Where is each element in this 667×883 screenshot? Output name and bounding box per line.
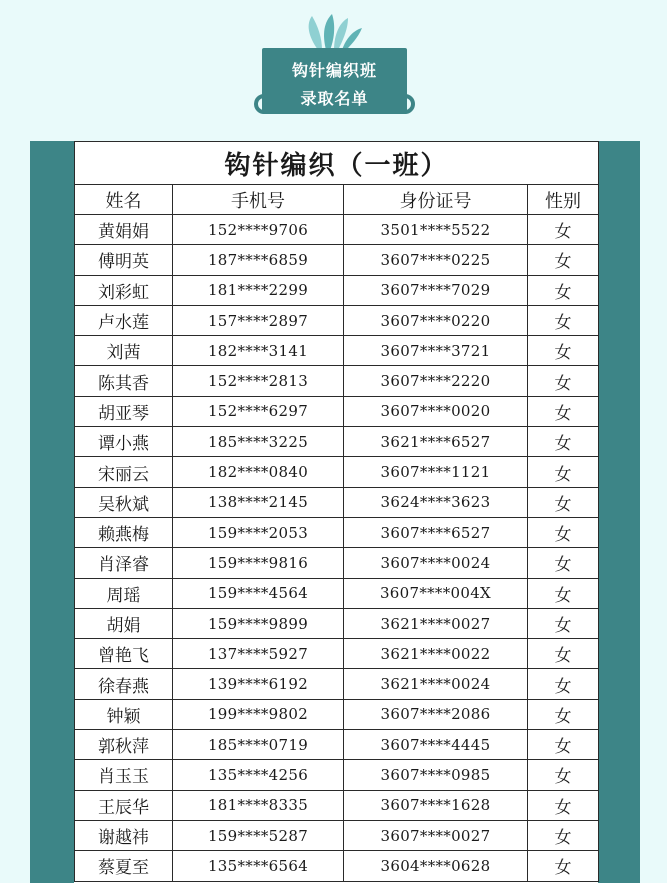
cell-id-number: 3607****0027: [344, 820, 528, 850]
cell-gender: 女: [528, 487, 599, 517]
table-title: 钩针编织（一班）: [75, 142, 599, 185]
cell-phone: 159****5287: [173, 820, 344, 850]
table-row: [75, 215, 599, 245]
badge-title-line2: 录取名单: [300, 89, 369, 108]
cell-phone: 199****9802: [173, 699, 344, 729]
cell-gender: 女: [528, 760, 599, 790]
table-row: [75, 305, 599, 335]
table-row: [75, 427, 599, 457]
cell-name: 肖玉玉: [75, 760, 173, 790]
cell-phone: 152****2813: [173, 366, 344, 396]
cell-id-number: 3607****0024: [344, 548, 528, 578]
cell-gender: 女: [528, 820, 599, 850]
cell-id-number: 3621****0022: [344, 639, 528, 669]
cell-name: 谭小燕: [75, 427, 173, 457]
table-row: [75, 366, 599, 396]
cell-id-number: 3607****0225: [344, 245, 528, 275]
cell-id-number: 3604****0628: [344, 851, 528, 881]
cell-name: 赖燕梅: [75, 517, 173, 547]
table-row: [75, 699, 599, 729]
cell-name: 蔡夏至: [75, 851, 173, 881]
cell-gender: 女: [528, 517, 599, 547]
cell-name: 徐春燕: [75, 669, 173, 699]
cell-gender: 女: [528, 669, 599, 699]
enrollment-table: [74, 141, 599, 882]
cell-name: 陈其香: [75, 366, 173, 396]
table-row: [75, 336, 599, 366]
cell-id-number: 3621****0027: [344, 608, 528, 638]
cell-id-number: 3607****4445: [344, 730, 528, 760]
table-row: [75, 730, 599, 760]
cell-phone: 159****9816: [173, 548, 344, 578]
cell-name: 吴秋斌: [75, 487, 173, 517]
header-badge: [0, 0, 667, 130]
table-row: [75, 517, 599, 547]
table-row: [75, 245, 599, 275]
cell-phone: 152****6297: [173, 396, 344, 426]
table-row: [75, 457, 599, 487]
badge-title-line1: 钩针编织班: [291, 61, 377, 80]
table-row: [75, 639, 599, 669]
cell-name: 傅明英: [75, 245, 173, 275]
cell-id-number: 3607****3721: [344, 336, 528, 366]
cell-gender: 女: [528, 578, 599, 608]
cell-name: 周瑶: [75, 578, 173, 608]
cell-name: 谢越祎: [75, 820, 173, 850]
table-row: [75, 790, 599, 820]
cell-name: 黄娟娟: [75, 215, 173, 245]
cell-phone: 159****9899: [173, 608, 344, 638]
cell-id-number: 3607****1628: [344, 790, 528, 820]
cell-gender: 女: [528, 851, 599, 881]
cell-name: 宋丽云: [75, 457, 173, 487]
cell-phone: 181****8335: [173, 790, 344, 820]
cell-gender: 女: [528, 548, 599, 578]
cell-phone: 187****6859: [173, 245, 344, 275]
cell-id-number: 3607****2220: [344, 366, 528, 396]
cell-id-number: 3607****1121: [344, 457, 528, 487]
cell-phone: 157****2897: [173, 305, 344, 335]
table-row: [75, 760, 599, 790]
cell-gender: 女: [528, 639, 599, 669]
table-row: [75, 820, 599, 850]
cell-gender: 女: [528, 336, 599, 366]
cell-name: 卢水莲: [75, 305, 173, 335]
cell-phone: 138****2145: [173, 487, 344, 517]
table-row: [75, 608, 599, 638]
column-header-name: 姓名: [75, 185, 173, 215]
cell-name: 曾艳飞: [75, 639, 173, 669]
column-header-phone: 手机号: [173, 185, 344, 215]
cell-id-number: 3621****6527: [344, 427, 528, 457]
cell-phone: 152****9706: [173, 215, 344, 245]
cell-phone: 137****5927: [173, 639, 344, 669]
cell-id-number: 3607****7029: [344, 275, 528, 305]
cell-name: 郭秋萍: [75, 730, 173, 760]
cell-id-number: 3607****0985: [344, 760, 528, 790]
cell-phone: 182****0840: [173, 457, 344, 487]
table-row: [75, 275, 599, 305]
cell-phone: 135****6564: [173, 851, 344, 881]
cell-gender: 女: [528, 730, 599, 760]
table-row: [75, 396, 599, 426]
cell-name: 王辰华: [75, 790, 173, 820]
cell-phone: 181****2299: [173, 275, 344, 305]
column-header-id: 身份证号: [344, 185, 528, 215]
cell-id-number: 3621****0024: [344, 669, 528, 699]
cell-gender: 女: [528, 457, 599, 487]
cell-name: 刘茜: [75, 336, 173, 366]
cell-name: 胡娟: [75, 608, 173, 638]
cell-gender: 女: [528, 396, 599, 426]
cell-id-number: 3501****5522: [344, 215, 528, 245]
cell-phone: 159****4564: [173, 578, 344, 608]
table-row: [75, 669, 599, 699]
table-row: [75, 548, 599, 578]
cell-id-number: 3607****004X: [344, 578, 528, 608]
cell-phone: 182****3141: [173, 336, 344, 366]
table-row: [75, 487, 599, 517]
cell-id-number: 3607****2086: [344, 699, 528, 729]
cell-gender: 女: [528, 699, 599, 729]
cell-name: 肖泽睿: [75, 548, 173, 578]
cell-gender: 女: [528, 366, 599, 396]
cell-id-number: 3607****0020: [344, 396, 528, 426]
cell-name: 胡亚琴: [75, 396, 173, 426]
table-row: [75, 851, 599, 881]
cell-id-number: 3607****0220: [344, 305, 528, 335]
cell-gender: 女: [528, 305, 599, 335]
cell-phone: 185****0719: [173, 730, 344, 760]
cell-phone: 139****6192: [173, 669, 344, 699]
cell-gender: 女: [528, 427, 599, 457]
cell-name: 刘彩虹: [75, 275, 173, 305]
column-header-gender: 性别: [528, 185, 599, 215]
cell-gender: 女: [528, 608, 599, 638]
cell-phone: 135****4256: [173, 760, 344, 790]
badge-box: [262, 48, 407, 114]
cell-id-number: 3607****6527: [344, 517, 528, 547]
table-body: [75, 215, 599, 882]
cell-name: 钟颖: [75, 699, 173, 729]
cell-gender: 女: [528, 790, 599, 820]
cell-gender: 女: [528, 215, 599, 245]
table-row: [75, 578, 599, 608]
cell-id-number: 3624****3623: [344, 487, 528, 517]
cell-gender: 女: [528, 245, 599, 275]
cell-phone: 159****2053: [173, 517, 344, 547]
enrollment-sheet: [74, 141, 598, 883]
cell-phone: 185****3225: [173, 427, 344, 457]
cell-gender: 女: [528, 275, 599, 305]
